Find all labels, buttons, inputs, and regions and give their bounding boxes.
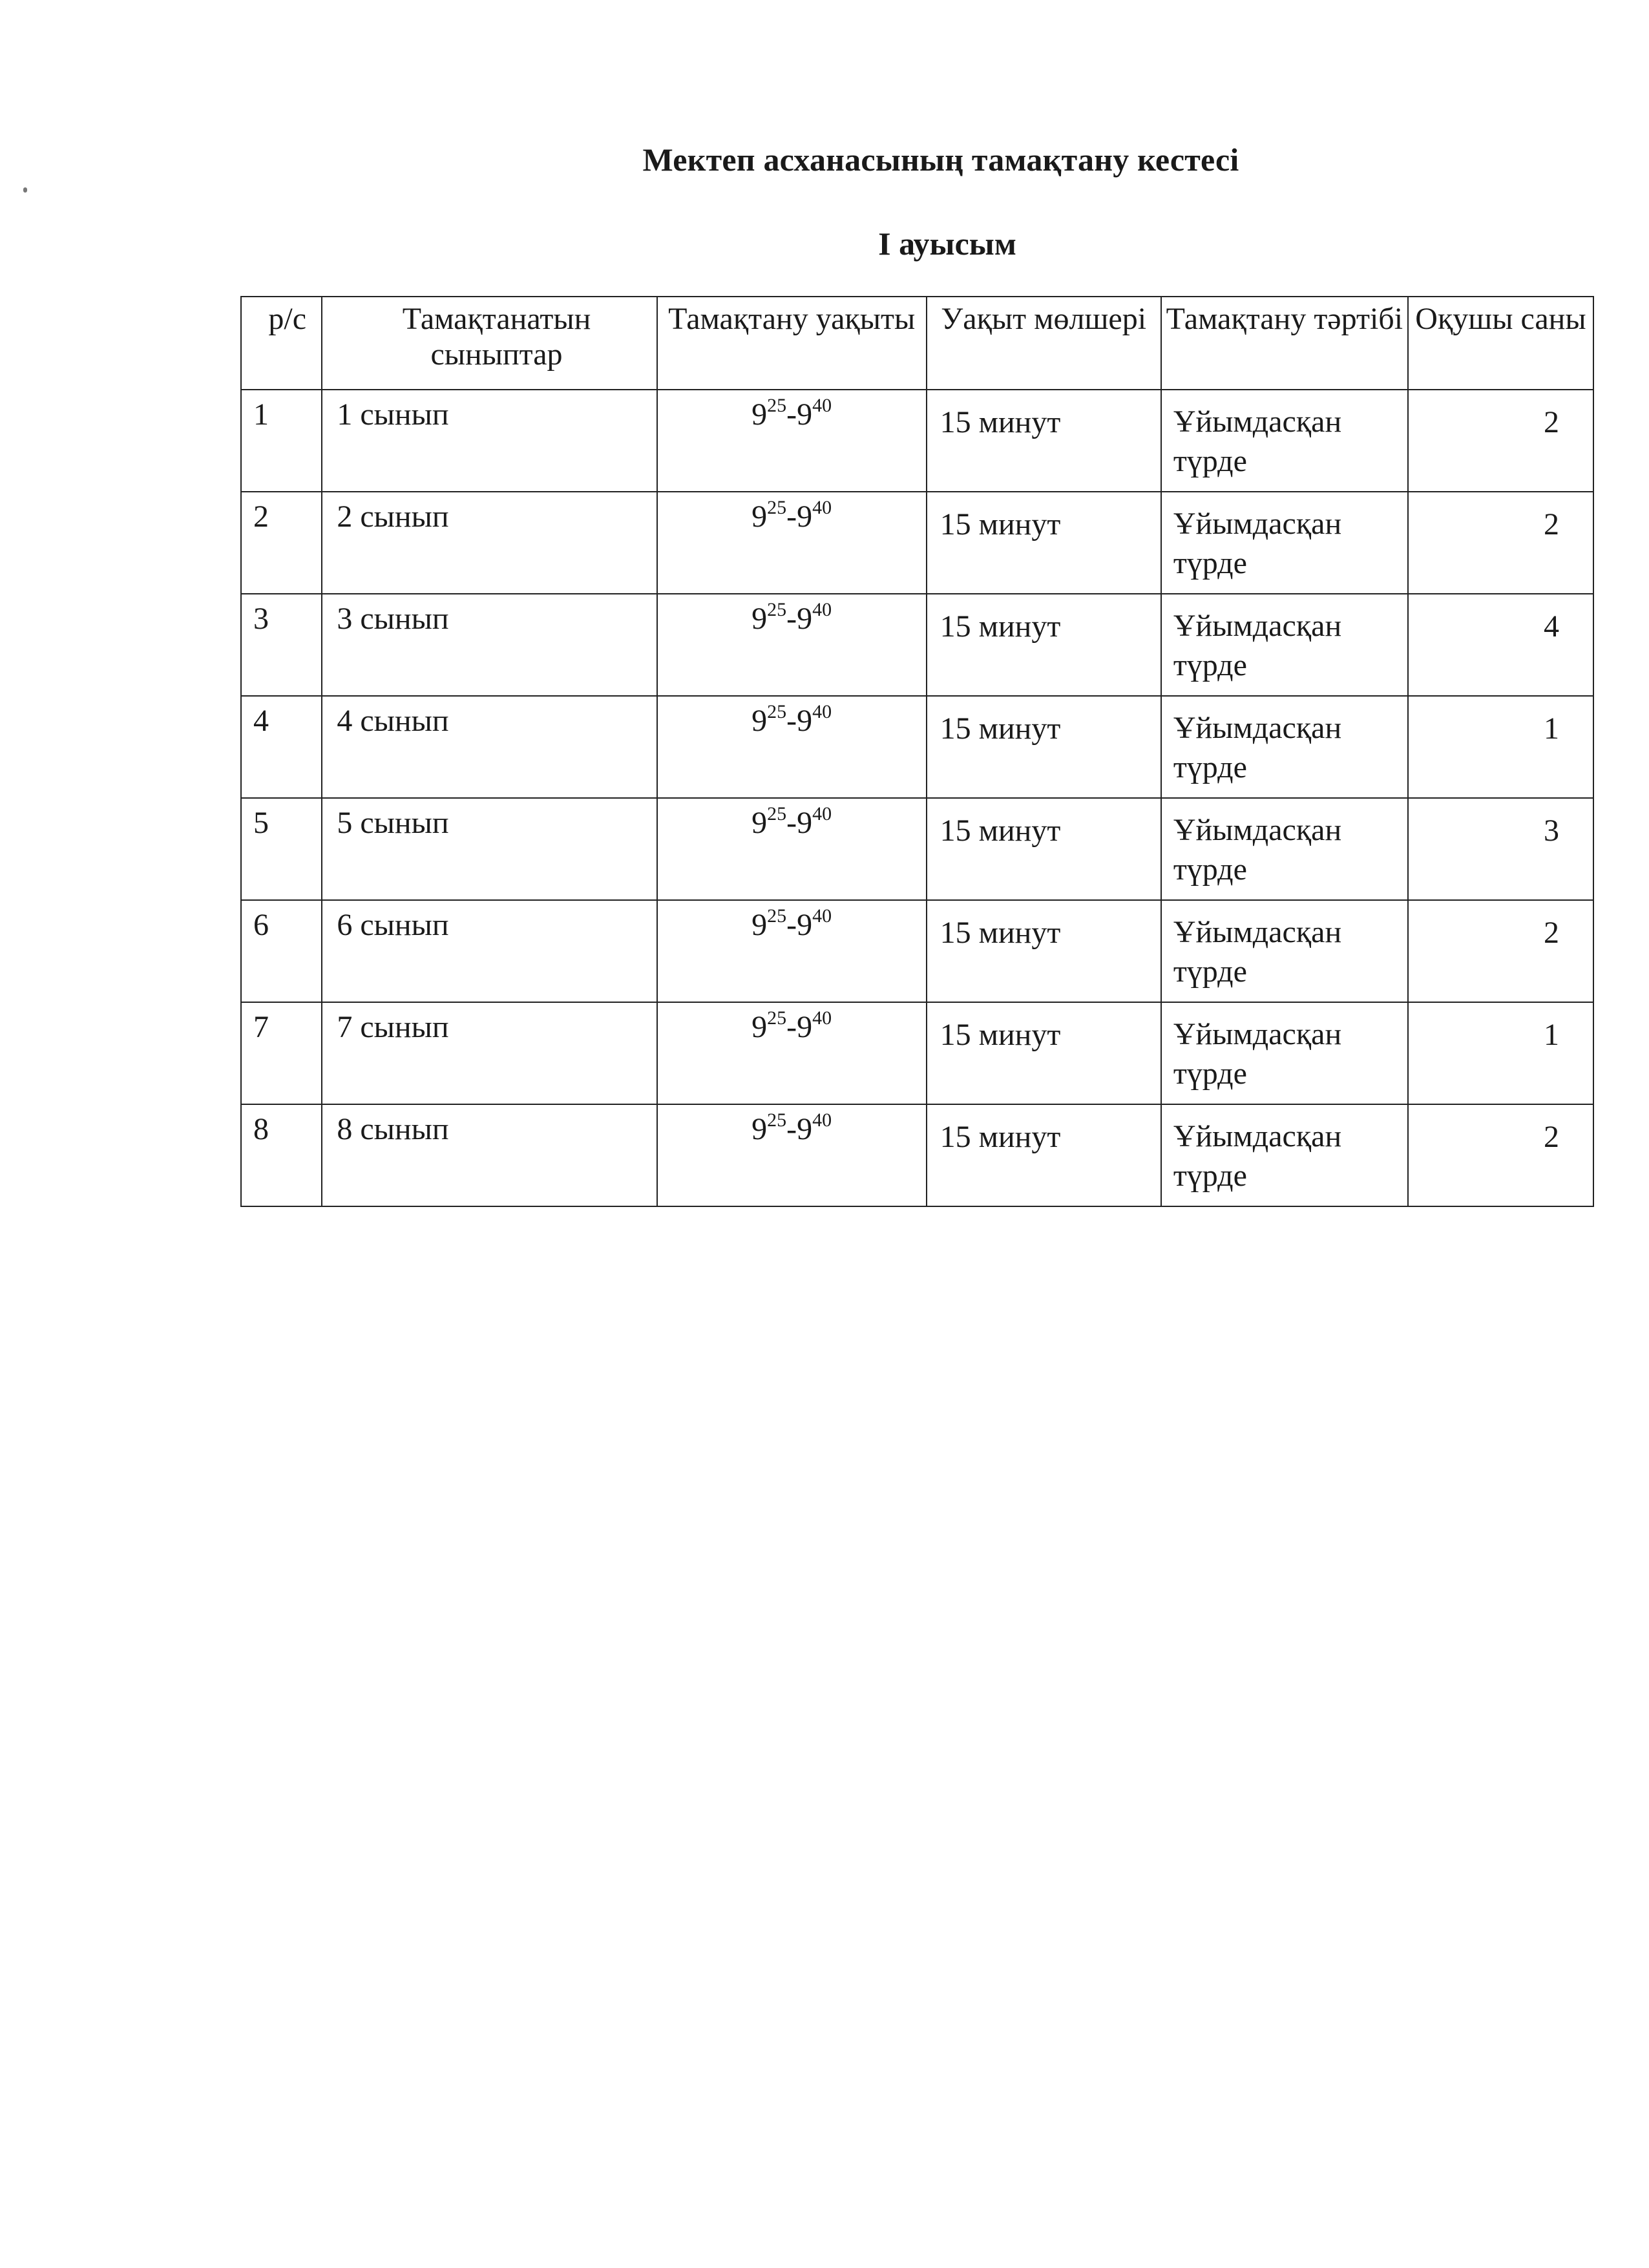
row-duration-cell: 15 минут bbox=[927, 696, 1161, 798]
table-row bbox=[241, 798, 1593, 900]
table-row bbox=[241, 900, 1593, 1002]
row-duration-cell: 15 минут bbox=[927, 594, 1161, 696]
row-num-cell: 2 bbox=[241, 492, 322, 594]
time-dash: - bbox=[786, 704, 797, 738]
table-row bbox=[241, 390, 1593, 492]
row-time-cell bbox=[657, 492, 927, 594]
row-num-cell: 7 bbox=[241, 1002, 322, 1104]
row-count-cell: 3 bbox=[1408, 798, 1593, 900]
row-class-cell: 2 сынып bbox=[322, 492, 656, 594]
row-time-cell bbox=[657, 696, 927, 798]
row-duration-cell: 15 минут bbox=[927, 492, 1161, 594]
row-num-cell: 8 bbox=[241, 1104, 322, 1206]
row-time-cell bbox=[657, 1104, 927, 1206]
time-range bbox=[751, 907, 832, 943]
time-start-minute: 25 bbox=[767, 701, 787, 722]
time-start-hour: 9 bbox=[751, 397, 768, 432]
header-duration: Уақыт мөлшері bbox=[927, 297, 1161, 390]
row-order-cell: Ұйымдасқан түрде bbox=[1161, 696, 1408, 798]
time-start-minute: 25 bbox=[767, 1109, 787, 1131]
row-count-cell: 2 bbox=[1408, 1104, 1593, 1206]
row-num-cell: 6 bbox=[241, 900, 322, 1002]
time-start-minute: 25 bbox=[767, 1007, 787, 1029]
row-order-cell: Ұйымдасқан түрде bbox=[1161, 390, 1408, 492]
document-subtitle: І ауысым bbox=[878, 226, 1016, 262]
row-count-cell: 1 bbox=[1408, 1002, 1593, 1104]
row-duration-cell: 15 минут bbox=[927, 900, 1161, 1002]
time-end-minute: 40 bbox=[812, 803, 832, 824]
time-range bbox=[751, 601, 832, 636]
time-end-hour: 9 bbox=[797, 806, 813, 840]
time-range bbox=[751, 703, 832, 739]
table-row bbox=[241, 1002, 1593, 1104]
row-order-cell: Ұйымдасқан түрде bbox=[1161, 1002, 1408, 1104]
document-subtitle-block bbox=[0, 225, 1649, 262]
row-duration-cell: 15 минут bbox=[927, 390, 1161, 492]
row-time-cell bbox=[657, 594, 927, 696]
time-dash: - bbox=[786, 499, 797, 534]
row-class-cell: 3 сынып bbox=[322, 594, 656, 696]
time-start-hour: 9 bbox=[751, 704, 768, 738]
time-end-hour: 9 bbox=[797, 1112, 813, 1146]
time-dash: - bbox=[786, 908, 797, 942]
row-duration-cell: 15 минут bbox=[927, 1002, 1161, 1104]
time-end-hour: 9 bbox=[797, 908, 813, 942]
time-dash: - bbox=[786, 602, 797, 636]
row-time-cell bbox=[657, 1002, 927, 1104]
header-num: р/с bbox=[241, 297, 322, 390]
header-count: Оқушы саны bbox=[1408, 297, 1593, 390]
time-dash: - bbox=[786, 1112, 797, 1146]
row-duration-cell: 15 минут bbox=[927, 1104, 1161, 1206]
row-count-cell: 2 bbox=[1408, 492, 1593, 594]
row-num-cell: 1 bbox=[241, 390, 322, 492]
time-end-hour: 9 bbox=[797, 499, 813, 534]
row-time-cell bbox=[657, 798, 927, 900]
time-range bbox=[751, 1009, 832, 1045]
time-end-minute: 40 bbox=[812, 1007, 832, 1029]
time-range bbox=[751, 805, 832, 841]
row-class-cell: 1 сынып bbox=[322, 390, 656, 492]
header-order: Тамақтану тәртібі bbox=[1161, 297, 1408, 390]
table-row bbox=[241, 492, 1593, 594]
row-count-cell: 2 bbox=[1408, 900, 1593, 1002]
time-start-hour: 9 bbox=[751, 1010, 768, 1044]
time-end-minute: 40 bbox=[812, 497, 832, 518]
row-count-cell: 1 bbox=[1408, 696, 1593, 798]
row-time-cell bbox=[657, 390, 927, 492]
time-end-hour: 9 bbox=[797, 1010, 813, 1044]
time-end-minute: 40 bbox=[812, 1109, 832, 1131]
time-start-minute: 25 bbox=[767, 803, 787, 824]
row-class-cell: 4 сынып bbox=[322, 696, 656, 798]
time-start-minute: 25 bbox=[767, 497, 787, 518]
time-end-hour: 9 bbox=[797, 397, 813, 432]
scan-speck bbox=[23, 187, 27, 193]
time-end-hour: 9 bbox=[797, 704, 813, 738]
time-start-hour: 9 bbox=[751, 499, 768, 534]
table-row bbox=[241, 594, 1593, 696]
time-range bbox=[751, 397, 832, 432]
row-class-cell: 6 сынып bbox=[322, 900, 656, 1002]
schedule-table bbox=[240, 296, 1594, 1207]
time-start-hour: 9 bbox=[751, 602, 768, 636]
row-order-cell: Ұйымдасқан түрде bbox=[1161, 1104, 1408, 1206]
time-end-hour: 9 bbox=[797, 602, 813, 636]
header-time: Тамақтану уақыты bbox=[657, 297, 927, 390]
time-dash: - bbox=[786, 1010, 797, 1044]
row-order-cell: Ұйымдасқан түрде bbox=[1161, 798, 1408, 900]
time-dash: - bbox=[786, 397, 797, 432]
time-range bbox=[751, 499, 832, 534]
row-num-cell: 5 bbox=[241, 798, 322, 900]
header-class: Тамақтанатын сыныптар bbox=[322, 297, 656, 390]
row-count-cell: 2 bbox=[1408, 390, 1593, 492]
time-end-minute: 40 bbox=[812, 599, 832, 620]
row-class-cell: 8 сынып bbox=[322, 1104, 656, 1206]
row-order-cell: Ұйымдасқан түрде bbox=[1161, 492, 1408, 594]
row-order-cell: Ұйымдасқан түрде bbox=[1161, 594, 1408, 696]
table-row bbox=[241, 1104, 1593, 1206]
row-class-cell: 5 сынып bbox=[322, 798, 656, 900]
document-title-block bbox=[0, 141, 1649, 178]
row-count-cell: 4 bbox=[1408, 594, 1593, 696]
time-range bbox=[751, 1111, 832, 1147]
time-start-minute: 25 bbox=[767, 905, 787, 927]
time-start-hour: 9 bbox=[751, 806, 768, 840]
row-num-cell: 3 bbox=[241, 594, 322, 696]
time-start-minute: 25 bbox=[767, 395, 787, 416]
row-class-cell: 7 сынып bbox=[322, 1002, 656, 1104]
table-header-row bbox=[241, 297, 1593, 390]
time-start-minute: 25 bbox=[767, 599, 787, 620]
time-end-minute: 40 bbox=[812, 905, 832, 927]
time-end-minute: 40 bbox=[812, 701, 832, 722]
time-dash: - bbox=[786, 806, 797, 840]
table-row bbox=[241, 696, 1593, 798]
time-start-hour: 9 bbox=[751, 1112, 768, 1146]
row-duration-cell: 15 минут bbox=[927, 798, 1161, 900]
row-num-cell: 4 bbox=[241, 696, 322, 798]
row-time-cell bbox=[657, 900, 927, 1002]
document-title: Мектеп асханасының тамақтану кестесі bbox=[642, 142, 1239, 178]
time-end-minute: 40 bbox=[812, 395, 832, 416]
time-start-hour: 9 bbox=[751, 908, 768, 942]
row-order-cell: Ұйымдасқан түрде bbox=[1161, 900, 1408, 1002]
